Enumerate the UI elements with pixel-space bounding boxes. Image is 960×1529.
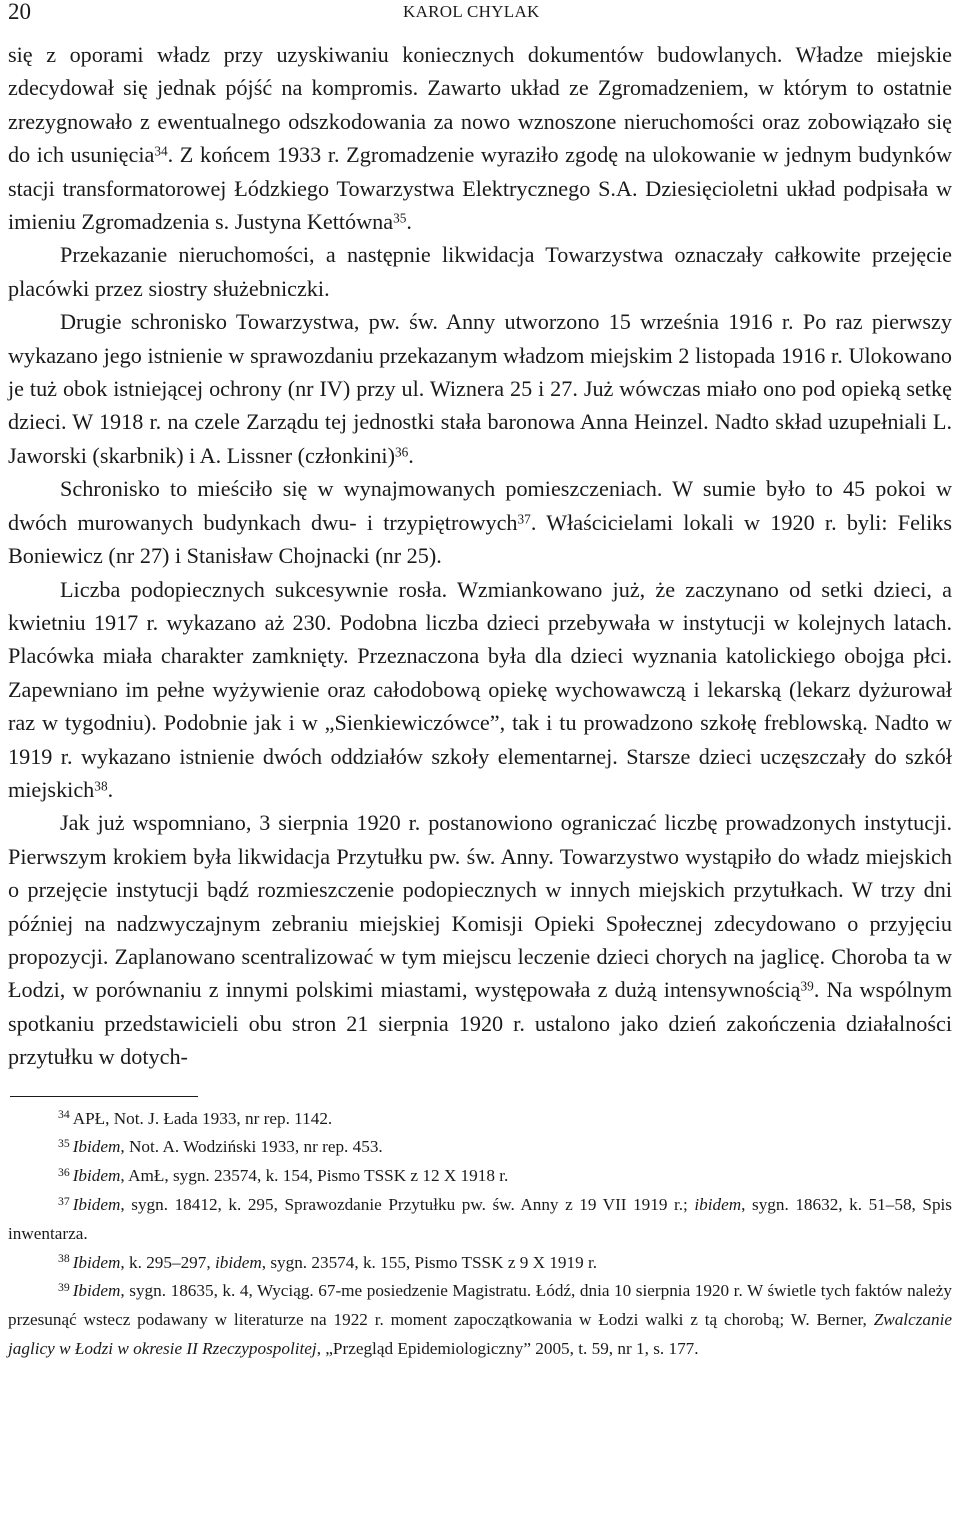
text-run: Drugie schronisko Towarzystwa, pw. św. Anny utworzono 15 września 1916 r. Po raz pierwszy wykazano jego istnienie w sprawozdaniu przekazanym władzom miejskim 2 listopada 1916 r. Ulokowano je tuż obok istniejącej ochrony (nr IV) przy ul. Wiznera 25 i 27. Już wówczas miało ono pod opieką setkę dzieci. W 1918 r. na czele Zarządu tej jednostki stała baronowa Anna Heinzel. Nadto skład uzupełniali L. Jaworski (skarbnik) i A. Lissner (członkini)	[8, 309, 952, 468]
footnote	[8, 1133, 952, 1162]
footnote-ref: 34	[154, 143, 168, 159]
text-run: się z oporami władz przy uzyskiwaniu koniecznych dokumentów budowlanych. Władze miejskie zdecydował się jednak pójść na kompromis. Zawarto układ ze Zgromadzeniem, w którym to ostatnie zrezygnowało z ewentualnego odszkodowania za nowo wznoszone nieruchomości oraz zobowiązało się do ich usunięcia	[8, 42, 952, 168]
text-run: Liczba podopiecznych sukcesywnie rosła. Wzmiankowano już, że zaczynano od setki dzieci, a kwietniu 1917 r. wykazano aż 230. Podobna liczba dzieci przebywała w instytucji w kolejnych latach. Placówka miała charakter zamknięty. Przeznaczona była dla dzieci wyznania katolickiego obojga płci. Zapewniano im pełne wyżywienie oraz całodobową opiekę wychowawczą i lekarską (lekarz dyżurował raz w tygodniu). Podobnie jak i w „Sienkiewiczówce”, tak i tu prowadzono szkołę freblowską. Nadto w 1919 r. wykazano istnienie dwóch oddziałów szkoły elementarnej. Starsze dzieci uczęszczały do szkół miejskich	[8, 576, 952, 802]
footnote	[8, 1162, 952, 1191]
footnote-number: 37	[58, 1194, 70, 1208]
paragraph	[8, 573, 952, 807]
text-run: , „Przegląd Epidemiologiczny” 2005, t. 59, nr 1, s. 177.	[316, 1338, 699, 1358]
text-run: Przekazanie nieruchomości, a następnie likwidacja Towarzystwa oznaczały całkowite przejęcie placówki przez siostry służebniczki.	[8, 242, 952, 301]
text-run: . Na wspólnym spotkaniu przedstawicieli obu stron 21 sierpnia 1920 r. ustalono jako dzień zakończenia działalności przytułku w dotych-	[8, 977, 952, 1070]
text-run: .	[406, 209, 412, 235]
paragraph	[8, 238, 952, 305]
footnote-number: 34	[58, 1108, 70, 1122]
italic-text: Ibidem	[72, 1194, 121, 1214]
text-run: Jak już wspomniano, 3 sierpnia 1920 r. postanowiono ograniczać liczbę prowadzonych instytucji. Pierwszym krokiem była likwidacja Przytułku pw. św. Anny. Towarzystwo wystąpiło do władz miejskich o przejęcie instytucji bądź rozmieszczenie podopiecznych w innych miejskich przytułkach. W trzy dni później na nadzwyczajnym zebraniu miejskiej Komisji Opieki Społecznej zdecydowano o przyjęciu propozycji. Zaplanowano scentralizować w tym miejscu leczenie dzieci chorych na jaglicę. Choroba ta w Łodzi, w porównaniu z innymi polskimi miastami, występowała z dużą intensywnością	[8, 810, 952, 1003]
footnote-number: 36	[58, 1165, 70, 1179]
footnote-ref: 36	[394, 444, 409, 460]
running-head: KAROL CHYLAK	[403, 2, 540, 21]
footnote-ref: 37	[517, 511, 531, 527]
text-run: , sygn. 18632, k. 51–58, Spis inwentarza.	[8, 1194, 952, 1243]
footnote-ref: 35	[393, 210, 407, 226]
footnote-ref: 39	[800, 978, 814, 994]
footnote	[8, 1277, 952, 1363]
document-page	[8, 0, 952, 1364]
text-run: APŁ, Not. J. Łada 1933, nr rep. 1142.	[72, 1108, 333, 1128]
footnote-number: 35	[58, 1137, 70, 1151]
italic-text: Ibidem	[72, 1137, 121, 1157]
text-run: , Not. A. Wodziński 1933, nr rep. 453.	[120, 1137, 383, 1157]
text-run: .	[107, 776, 114, 802]
text-run: , sygn. 18412, k. 295, Sprawozdanie Przytułku pw. św. Anny z 19 VII 1919 r.;	[120, 1194, 695, 1214]
paragraph	[8, 305, 952, 472]
italic-text: Ibidem	[72, 1166, 121, 1186]
footnote	[8, 1249, 952, 1278]
text-run: . Właścicielami lokali w 1920 r. byli: Feliks Boniewicz (nr 27) i Stanisław Chojnacki (nr 25).	[8, 509, 952, 569]
paragraph	[8, 38, 952, 238]
footnote-ref: 38	[94, 778, 108, 794]
italic-text: Zwalczanie jaglicy w Łodzi w okresie II Rzeczypospolitej	[8, 1310, 952, 1358]
footnotes	[8, 1105, 952, 1364]
italic-text: Ibidem	[72, 1281, 121, 1301]
text-run: , k. 295–297,	[120, 1252, 215, 1272]
italic-text: ibidem	[694, 1194, 742, 1214]
footnote-number: 38	[58, 1252, 70, 1266]
footnote-number: 39	[58, 1281, 70, 1295]
main-text	[8, 38, 952, 1074]
text-run: , AmŁ, sygn. 23574, k. 154, Pismo TSSK z 12 X 1918 r.	[120, 1166, 509, 1186]
page-header	[8, 0, 952, 38]
italic-text: ibidem	[214, 1252, 262, 1272]
text-run: , sygn. 18635, k. 4, Wyciąg. 67-me posiedzenie Magistratu. Łódź, dnia 10 sierpnia 1920 r. W świetle tych faktów należy przesunąć wstecz podawany w literaturze na 1922 r. moment zapoczątkowania w Łodzi walki z tą chorobą; W. Berner,	[8, 1281, 952, 1330]
footnote	[8, 1105, 952, 1134]
paragraph	[8, 806, 952, 1073]
text-run: . Z końcem 1933 r. Zgromadzenie wyraziło zgodę na ulokowanie w jednym budynków stacji transformatorowej Łódzkiego Towarzystwa Elektrycznego S.A. Dziesięcioletni układ podpisała w imieniu Zgromadzenia s. Justyna Kettówna	[8, 142, 952, 235]
italic-text: Ibidem	[72, 1252, 121, 1272]
footnote-separator	[10, 1096, 198, 1097]
text-run: Schronisko to mieściło się w wynajmowanych pomieszczeniach. W sumie było to 45 pokoi w dwóch murowanych budynkach dwu- i trzypiętrowych	[8, 476, 952, 535]
paragraph	[8, 472, 952, 572]
text-run: , sygn. 23574, k. 155, Pismo TSSK z 9 X 1919 r.	[261, 1252, 598, 1272]
page-number: 20	[8, 0, 31, 24]
footnote	[8, 1191, 952, 1249]
text-run: .	[408, 442, 414, 468]
